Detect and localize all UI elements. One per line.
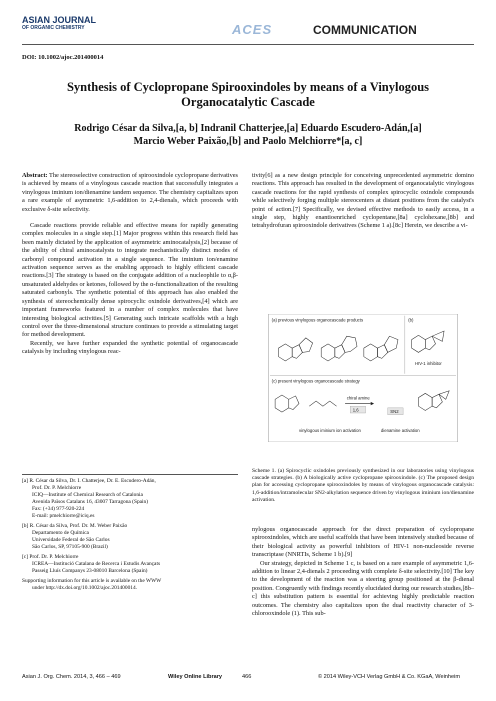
- affiliation-line: São Carlos, SP, 97105-900 (Brazil): [32, 544, 108, 550]
- left-paragraph-2: Recently, we have further expanded the synthetic potential of organocascade catalysis by including vinylogous reac-: [22, 339, 238, 356]
- footer-copyright: © 2014 Wiley-VCH Verlag GmbH & Co. KGaA, Weinheim: [318, 674, 461, 680]
- doi[interactable]: DOI: 10.1002/ajoc.201400014: [22, 54, 104, 61]
- structure-c-oxindole: [275, 395, 299, 412]
- journal-name: ASIAN JOURNAL: [22, 15, 97, 25]
- affiliation-line: Supporting information for this article is available on the WWW: [22, 578, 162, 584]
- left-column: [22, 172, 238, 357]
- footer-library[interactable]: Wiley Online Library: [168, 674, 223, 680]
- affiliation-line: [c] Prof. Dr. P. Melchiorre: [22, 554, 79, 560]
- hiv-label: HIV-1 inhibitor: [415, 361, 442, 367]
- affiliation-line: E-mail: pmelchiorre@iciq.es: [32, 513, 95, 519]
- structure-c-dienal: [309, 401, 336, 406]
- scheme-label-a: (a) previous vinylogous organocascade products: [271, 317, 364, 323]
- step2-label: dienamine activation: [380, 427, 420, 433]
- author-list: [40, 122, 456, 148]
- affiliation-line: Avenida Països Catalans 16, 43007 Tarragona (Spain): [32, 499, 149, 505]
- affiliation-line: Passeig Lluís Companys 23-08010 Barcelona (Spain): [32, 568, 148, 574]
- affiliations: [22, 478, 238, 595]
- page-number: 466: [242, 674, 252, 680]
- affiliation-line: Prof. Dr. P. Melchiorre: [32, 485, 82, 491]
- affiliation-line: Fax: (+34) 977-920-224: [32, 506, 85, 512]
- authors-line-2: Marcio Weber Paixão,[b] and Paolo Melchiorre*[a, c]: [133, 136, 363, 147]
- affiliation-line: ICREA—Institució Catalana de Recerca i Estudis Avançats: [32, 561, 161, 567]
- affiliation-line: Departamento de Química: [32, 530, 89, 536]
- right-paragraph-3: Our strategy, depicted in Scheme 1 c, is based on a rare example of asymmetric 1,6-addition to linear 2,4-dienals 2 proceeding with complete δ-site selectivity.[10] The key to the development of the reaction was a steering group positioned at the β-dienal position. Congruently with findings recently elucidated during our research studies,[8b–c] this substitution pattern is essential for achieving highly predictable reaction outcomes. The chemistry also capitalizes upon the dual reactivity character of 3-chlorooxindole (1). This sub-: [252, 559, 474, 618]
- affiliation-line: [b] R. César da Silva, Prof. Dr. M. Weber Paixão: [22, 523, 128, 529]
- abstract-text: The stereoselective construction of spirooxindole cyclopropane derivatives is achieved by means of a vinylogous cascade reaction that successfully integrates a vinylogous iminium ion/dienamine tandem sequence. The chemistry capitalizes upon a rare example of asymmetric 1,6-addition to 2,4-dienals, which proceeds with exclusive δ-site selectivity.: [22, 172, 238, 213]
- chiral-amine-label: chiral amine: [346, 395, 370, 401]
- affiliation-3: [22, 578, 238, 592]
- structure-a2: [321, 336, 357, 361]
- affiliation-line: [a] R. César da Silva, Dr. I. Chatterjee, Dr. E. Escudero-Adán,: [22, 478, 156, 484]
- right-paragraph-2: nylogous organocascade approach for the direct preparation of cyclopropane spirooxindoles, which are useful scaffolds that have been intensively studied because of their biological activity as powerful inhibitors of HIV-1 non-nucleoside reverse transcriptase (NNRTIs, Scheme 1 b).[9]: [252, 526, 474, 559]
- scheme-1-figure: [252, 314, 474, 442]
- footnote-rule: [22, 474, 238, 475]
- affiliation-line: under http://dx.doi.org/10.1002/ajoc.201400014.: [32, 585, 138, 591]
- structure-a1: [279, 338, 313, 361]
- affiliation-line: Universidade Federal de São Carlos: [32, 537, 110, 543]
- affiliation-0: [22, 478, 238, 520]
- right-paragraph-1: tivity[6] as a new design principle for conceiving unprecedented asymmetric domino reactions. This approach has resulted in the development of organocatalytic vinylogous cascade reactions for the rapid synthesis of complex spirocyclic oxindole compounds while selectively forging multiple stereocenters at distant positions from the catalyst's point of action.[7] Specifically, we devised effective methods to easily access, in a single step, highly enantioenriched cyclopentane,[8a] cyclohexane,[8b] and tetrahydrofuran spirooxindole derivatives (Scheme 1 a).[8c] Herein, we describe a vi-: [252, 172, 474, 230]
- journal-logo: [22, 16, 96, 32]
- left-paragraph-1: Cascade reactions provide reliable and effective means for rapidly generating complex molecules in a single step.[1] Major progress within this research field has been mainly dictated by the application of asymmetric aminocatalysis,[2] because of the ability of chiral aminocatalysts to integrate mechanistically distinct modes of carbonyl compound activation in a single sequence. The iminium ion/enamine activation sequence serves as the enabling approach to highly efficient cascade reactions.[3] The strategy is based on the conjugate addition of a nucleophile to α,β-unsaturated aldehydes or ketones, followed by the α-functionalization of the resulting saturated carbonyls. The synthetic potential of this approach has also enabled the synthesis of stereochemically dense spirocyclic oxindole derivatives,[4] which are important frameworks featured in a number of complex molecules that have interesting biological activities.[5] Generating such intricate scaffolds with a high control over the three-dimensional structure continues to provide a stimulating target for method development.: [22, 222, 238, 339]
- journal-subname: OF ORGANIC CHEMISTRY: [22, 25, 85, 31]
- scheme-label-b: (b): [408, 317, 414, 323]
- abstract: [22, 172, 238, 214]
- right-column-top: [252, 172, 474, 231]
- abstract-label: Abstract:: [22, 172, 48, 179]
- structure-c-product: [418, 391, 449, 411]
- structure-a3: [364, 336, 398, 361]
- authors-line-1: Rodrigo César da Silva,[a, b] Indranil Chatterjee,[a] Eduardo Escudero-Adán,[a]: [74, 123, 422, 134]
- footer-citation: Asian J. Org. Chem. 2014, 3, 466 – 469: [22, 674, 121, 680]
- affiliation-line: ICIQ—Institute of Chemical Research of Catalonia: [32, 492, 143, 498]
- scheme-caption: Scheme 1. (a) Spirocyclic oxindoles previously synthesized in our laboratories using vinylogous cascade strategies. (b) A biologically active cyclopropane spirooxindole. (c) The proposed design plan for accessing cyclopropane spirooxindoles by means of vinylogous organocascade catalysis: 1,6-addition/intramolecular SN2-alkylation sequence driven by vinylogous iminium ion/dienamine activation.: [252, 468, 474, 503]
- step1-label: vinylogous iminium ion activation: [299, 427, 361, 433]
- affiliation-1: [22, 523, 238, 551]
- scheme-label-c: (c) present vinylogous organocascade strategy: [271, 378, 360, 384]
- addition-label: 1,6: [352, 407, 359, 413]
- aces-logo: ACES: [232, 22, 273, 37]
- structure-b: [412, 331, 444, 352]
- affiliation-2: [22, 554, 238, 575]
- right-column-bottom: [252, 526, 474, 618]
- section-label: COMMUNICATION: [313, 23, 417, 37]
- article-title: Synthesis of Cyclopropane Spirooxindoles by means of a Vinylogous Organocatalytic Cascade: [66, 80, 430, 109]
- reaction-arrow-1-head: [371, 402, 374, 405]
- header-rule: [22, 44, 474, 45]
- sn2-label: SN2: [390, 408, 399, 414]
